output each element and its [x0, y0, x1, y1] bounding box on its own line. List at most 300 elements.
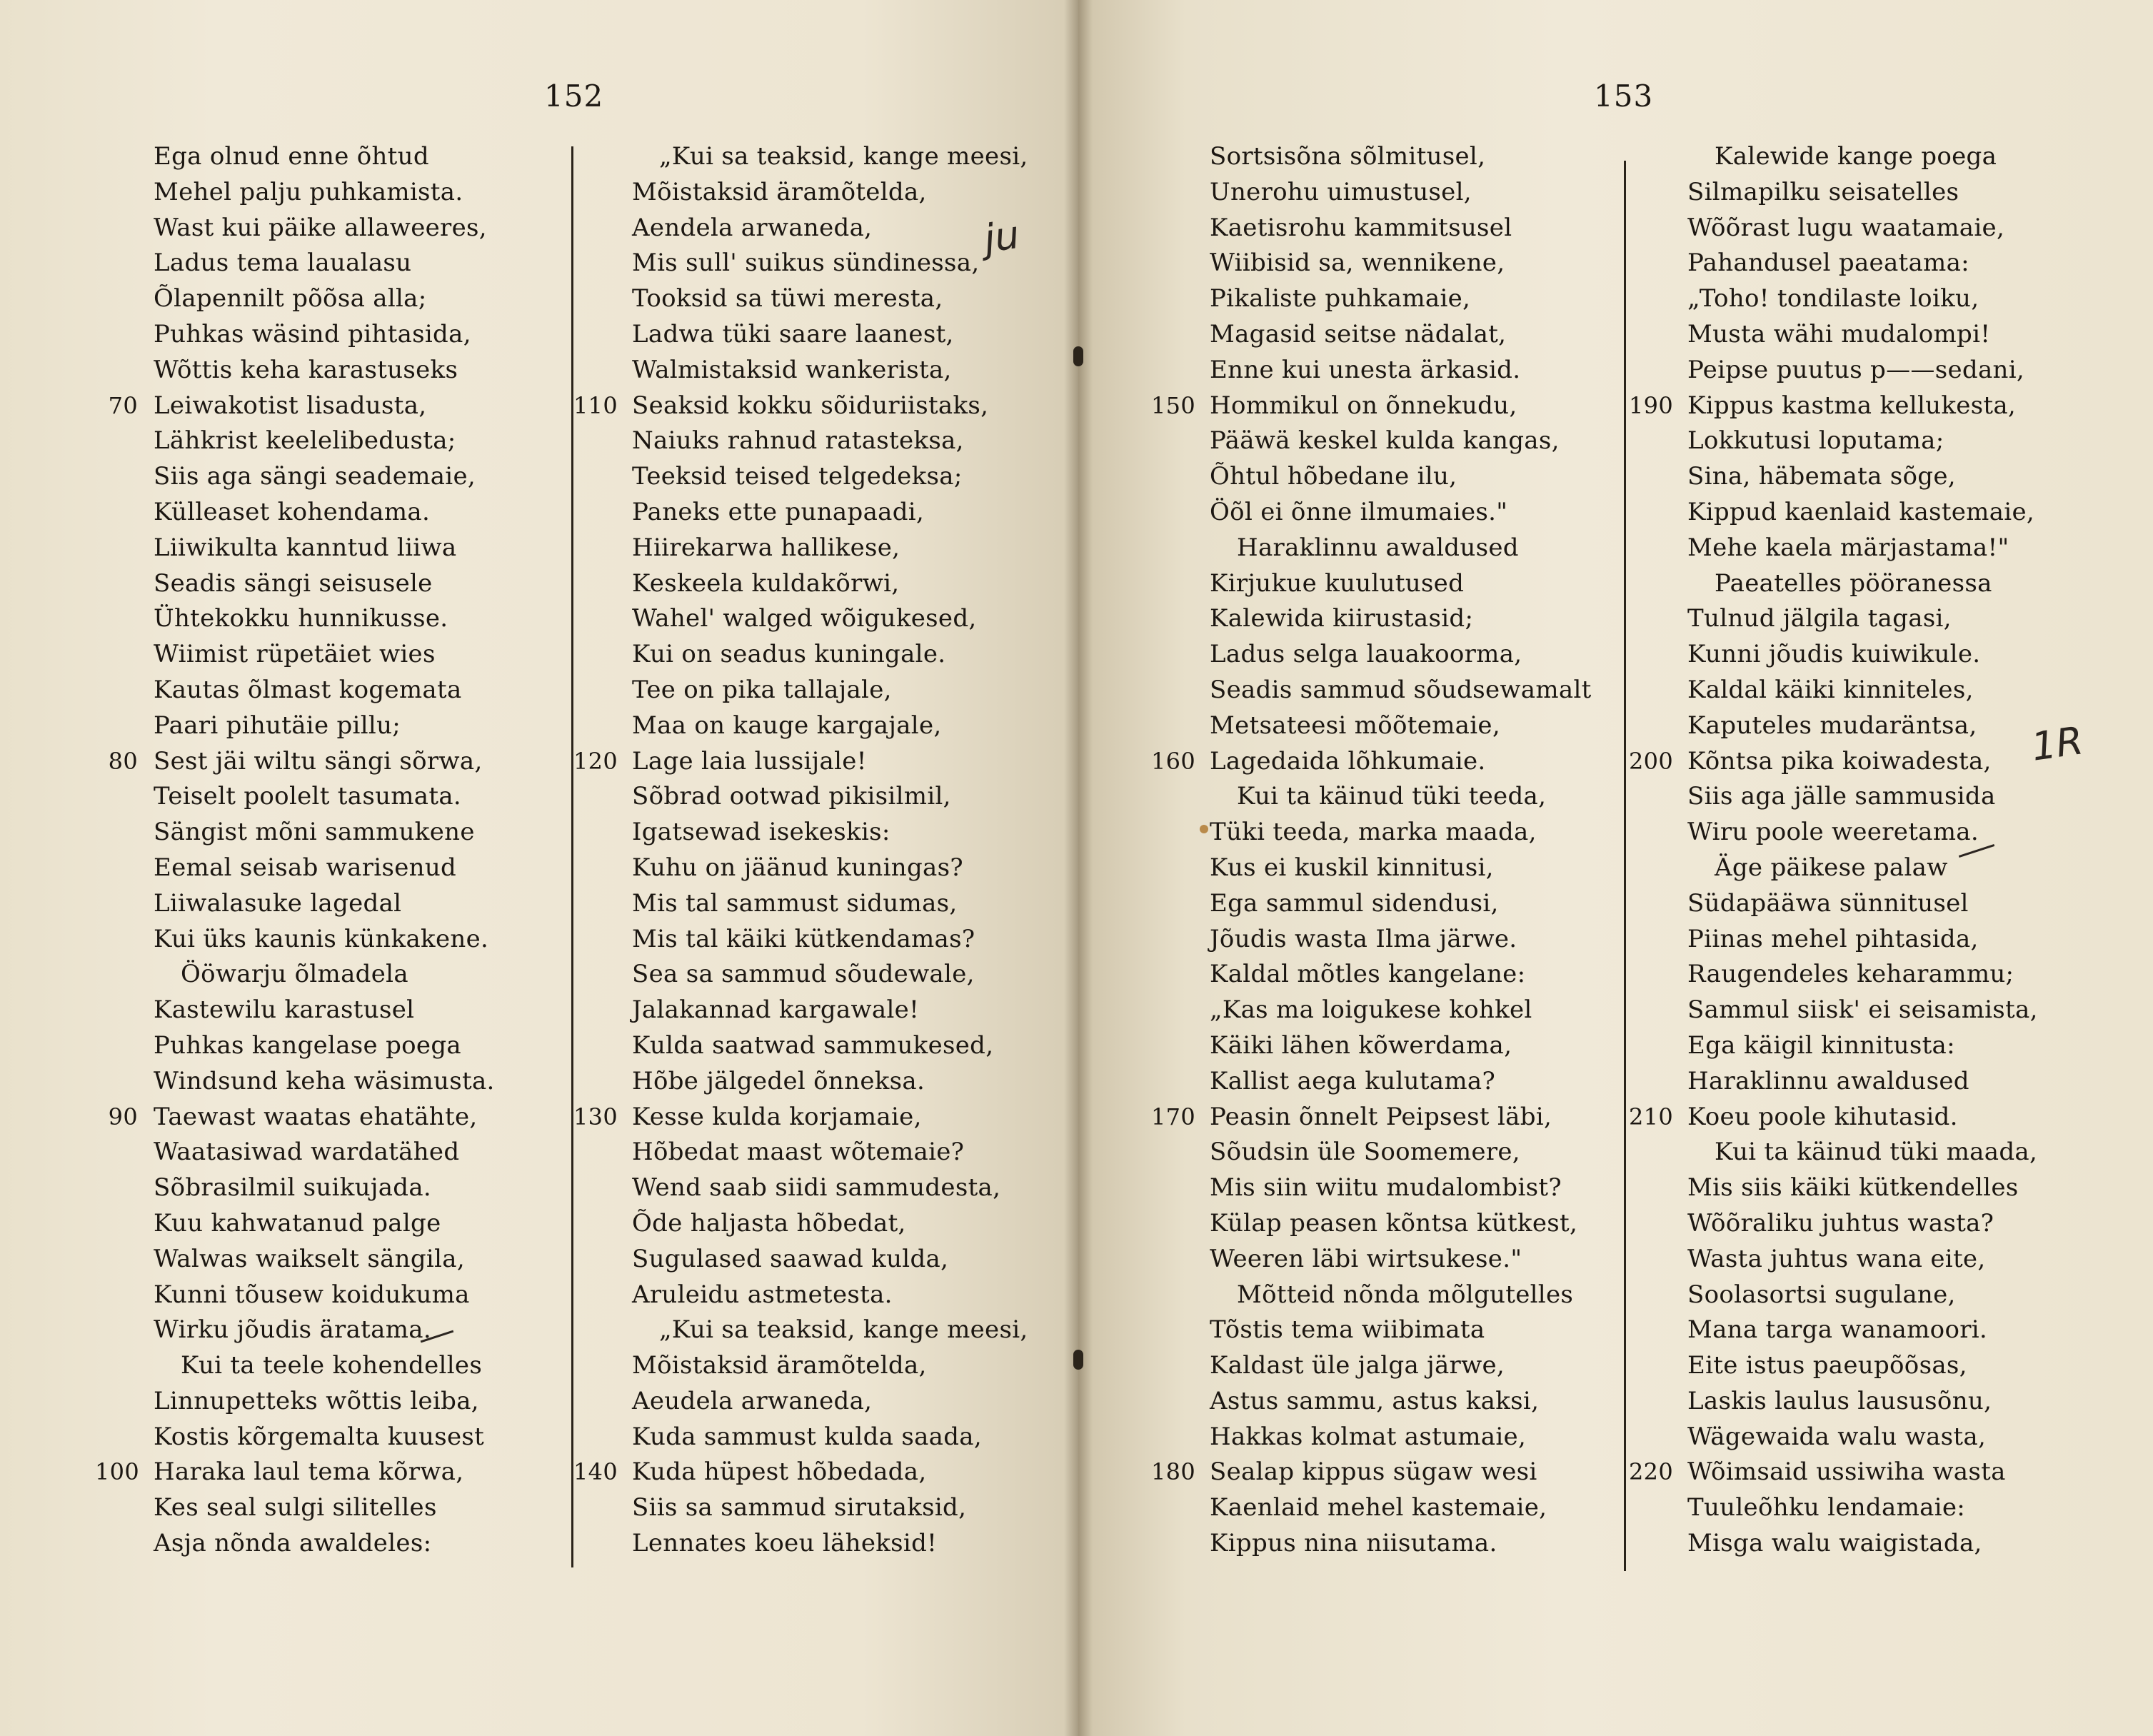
verse-line [1210, 993, 1592, 1028]
verse-text: Mis tal sammust sidumas, [632, 888, 958, 918]
verse-text: Ladus tema laualasu [154, 249, 412, 278]
verse-text: Külap peasen kõntsa kütkest, [1210, 1208, 1578, 1238]
verse-text: Piinas mehel pihtasida, [1687, 924, 1979, 953]
line-number: 80 [108, 747, 138, 775]
verse-line [154, 886, 495, 922]
verse-text: Pahandusel paeatama: [1687, 249, 1969, 278]
verse-text: Külleaset kohendama. [154, 497, 431, 526]
verse-text: Pääwä keskel kulda kangas, [1210, 426, 1560, 456]
verse-text: Wõimsaid ussiwiha wasta [1687, 1457, 2006, 1487]
verse-line [154, 1206, 495, 1242]
verse-line [573, 1100, 1028, 1135]
verse-line [632, 993, 1028, 1028]
verse-line [1210, 459, 1592, 495]
line-number: 100 [95, 1458, 139, 1486]
verse-text: Keskeela kuldakõrwi, [632, 568, 900, 598]
book-gutter [1064, 0, 1093, 1736]
verse-text: Kaputeles mudaräntsa, [1687, 711, 1977, 740]
verse-text: Hiirekarwa hallikese, [632, 533, 900, 562]
verse-line [1210, 246, 1592, 281]
verse-line [154, 1490, 495, 1526]
verse-line [1210, 139, 1592, 175]
verse-line [632, 957, 1028, 993]
line-number: 200 [1629, 747, 1673, 775]
verse-text: Sõudsin üle Soomemere, [1210, 1138, 1520, 1167]
verse-text: Eite istus paeupõõsas, [1687, 1351, 1967, 1380]
verse-line [1210, 886, 1592, 922]
column-rule [1624, 161, 1626, 1571]
verse-text: Puhkas kangelase poega [154, 1030, 461, 1060]
verse-text: Aruleidu astmetesta. [632, 1280, 893, 1309]
verse-text: Tee on pika tallajale, [632, 675, 892, 704]
verse-line [154, 993, 495, 1028]
verse-line [1210, 1206, 1592, 1242]
verse-line [632, 922, 1028, 958]
verse-line [632, 317, 1028, 353]
verse-text: Wõõrast lugu waatamaie, [1687, 213, 2005, 242]
verse-line [154, 495, 495, 531]
verse-line [632, 601, 1028, 637]
verse-line [1687, 1526, 2038, 1562]
verse-line [1210, 423, 1592, 459]
verse-text: Wõttis keha karastuseks [154, 355, 458, 384]
verse-line [1210, 1526, 1592, 1562]
verse-text: Öõl ei õnne ilmumaies." [1210, 497, 1508, 526]
verse-text: Paeatelles pööranessa [1715, 568, 1992, 598]
verse-line [632, 495, 1028, 531]
verse-text: Mis siis käiki kütkendelles [1687, 1173, 2019, 1203]
verse-text: Kes seal sulgi silitelles [154, 1493, 437, 1522]
verse-line [1687, 459, 2038, 495]
verse-line [1687, 211, 2038, 246]
verse-text: Kaldal käiki kinniteles, [1687, 675, 1974, 704]
verse-text: Wiibisid sa, wennikene, [1210, 249, 1505, 278]
verse-line [1210, 1170, 1592, 1206]
verse-line [1210, 353, 1592, 388]
verse-line [154, 1028, 495, 1064]
verse-line [154, 779, 495, 815]
verse-line [1687, 815, 2038, 851]
verse-text: Kippus kastma kellukesta, [1687, 391, 2017, 420]
verse-line [1210, 1313, 1592, 1348]
verse-text: Ladus selga lauakoorma, [1210, 640, 1522, 669]
verse-text: Käiki lähen kõwerdama, [1210, 1030, 1512, 1060]
line-number: 190 [1629, 391, 1673, 419]
verse-line [632, 673, 1028, 708]
verse-text: Sammul siisk' ei seisamista, [1687, 995, 2038, 1025]
verse-text: Teeksid teised telgedeksa; [632, 462, 963, 491]
verse-line [632, 175, 1028, 211]
verse-line [154, 175, 495, 211]
verse-line [632, 353, 1028, 388]
verse-line [1629, 388, 2038, 424]
verse-line [154, 139, 495, 175]
verse-line [632, 851, 1028, 886]
verse-text: Wägewaida walu wasta, [1687, 1422, 1987, 1451]
verse-line [1687, 1278, 2038, 1313]
verse-line [632, 246, 1028, 281]
verse-text: Kunni jõudis kuiwikule. [1687, 640, 1981, 669]
verse-text: Sea sa sammud sõudewale, [632, 960, 975, 989]
verse-line [154, 1526, 495, 1562]
verse-text: Eemal seisab warisenud [154, 853, 457, 882]
verse-text: Kaenlaid mehel kastemaie, [1210, 1493, 1547, 1522]
verse-text: Kus ei kuskil kinnitusi, [1210, 853, 1494, 882]
verse-text: Linnupetteks wõttis leiba, [154, 1386, 479, 1415]
verse-text: Wast kui päike allaweeres, [154, 213, 487, 242]
verse-line [95, 1455, 495, 1490]
verse-text: Seadis sammud sõudsewamalt [1210, 675, 1592, 704]
verse-line [154, 922, 495, 958]
verse-line [154, 673, 495, 708]
verse-text: Õlapennilt põõsa alla; [154, 284, 427, 313]
verse-line [1687, 1170, 2038, 1206]
verse-line [1687, 531, 2038, 566]
verse-text: Mis tal käiki kütkendamas? [632, 924, 975, 953]
verse-line [1687, 317, 2038, 353]
verse-text: Paneks ette punapaadi, [632, 497, 925, 526]
line-number: 130 [573, 1103, 618, 1130]
verse-line [154, 317, 495, 353]
verse-line [1210, 317, 1592, 353]
verse-line [154, 353, 495, 388]
verse-line [1210, 1028, 1592, 1064]
verse-text: Seadis sängi seisusele [154, 568, 433, 598]
verse-line [1687, 637, 2038, 673]
verse-line [632, 1242, 1028, 1278]
verse-line [1210, 957, 1592, 993]
verse-text: Lagedaida lõhkumaie. [1210, 746, 1486, 776]
verse-line [1151, 1455, 1592, 1490]
verse-line [1687, 1206, 2038, 1242]
verse-line [1210, 531, 1592, 566]
verse-text: Hakkas kolmat astumaie, [1210, 1422, 1527, 1451]
verse-text: Sina, häbemata sõge, [1687, 462, 1956, 491]
verse-text: Siis aga jälle sammusida [1687, 782, 1996, 811]
verse-text: Wend saab siidi sammudesta, [632, 1173, 1001, 1203]
verse-text: Kastewilu karastusel [154, 995, 415, 1025]
line-number: 220 [1629, 1458, 1673, 1486]
verse-text: Hommikul on õnnekudu, [1210, 391, 1517, 420]
verse-line [632, 708, 1028, 744]
verse-line [1687, 993, 2038, 1028]
verse-line [154, 815, 495, 851]
verse-line [154, 1242, 495, 1278]
verse-text: „Toho! tondilaste loiku, [1687, 284, 1979, 313]
verse-text: Misga walu waigistada, [1687, 1529, 1982, 1558]
verse-line [632, 1170, 1028, 1206]
verse-text: Wirku jõudis äratama. [154, 1315, 431, 1345]
line-number: 90 [108, 1103, 138, 1130]
verse-line [632, 886, 1028, 922]
verse-text: Lähkrist keelelibedusta; [154, 426, 456, 456]
verse-text: Mehe kaela märjastama!" [1687, 533, 2009, 562]
verse-text: Jalakannad kargawale! [632, 995, 920, 1025]
verse-line [1687, 779, 2038, 815]
verse-line [1687, 922, 2038, 958]
verse-text: Äge päikese palaw [1715, 853, 1948, 882]
verse-text: Kuhu on jäänud kuningas? [632, 853, 963, 882]
verse-text: Wasta juhtus wana eite, [1687, 1244, 1986, 1273]
verse-text: Kippus nina niisutama. [1210, 1529, 1497, 1558]
verse-line [1687, 1490, 2038, 1526]
verse-line [1687, 957, 2038, 993]
verse-text: „Kas ma loigukese kohkel [1210, 995, 1532, 1025]
verse-line [1687, 851, 2038, 886]
verse-line [1210, 851, 1592, 886]
verse-line [1210, 922, 1592, 958]
verse-text: Jõudis wasta Ilma järwe. [1210, 924, 1517, 953]
verse-text: Paari pihutäie pillu; [154, 711, 401, 740]
verse-line [1151, 1100, 1592, 1135]
verse-line [1687, 353, 2038, 388]
verse-line [1210, 708, 1592, 744]
verse-text: Wahel' walged wõigukesed, [632, 604, 977, 633]
verse-line [154, 601, 495, 637]
verse-text: Maa on kauge kargajale, [632, 711, 942, 740]
verse-line [632, 566, 1028, 602]
verse-line [154, 1135, 495, 1170]
verse-text: Kulda saatwad sammukesed, [632, 1030, 994, 1060]
verse-text: Õde haljasta hõbedat, [632, 1208, 906, 1238]
verse-text: Soolasortsi sugulane, [1687, 1280, 1956, 1309]
verse-line [108, 388, 495, 424]
verse-line [1210, 815, 1592, 851]
verse-text: Koeu poole kihutasid. [1687, 1102, 1958, 1131]
verse-line [154, 531, 495, 566]
verse-text: Unerohu uimustusel, [1210, 177, 1472, 206]
verse-line [154, 1064, 495, 1100]
verse-line [632, 1490, 1028, 1526]
verse-text: Hõbedat maast wõtemaie? [632, 1138, 965, 1167]
line-number: 210 [1629, 1103, 1673, 1130]
verse-text: Kui ta käinud tüki maada, [1715, 1138, 2038, 1167]
verse-line [632, 1064, 1028, 1100]
verse-line [1687, 1348, 2038, 1384]
verse-text: Mana targa wanamoori. [1687, 1315, 1988, 1345]
verse-text: Mehel palju puhkamista. [154, 177, 463, 206]
verse-text: Kesse kulda korjamaie, [632, 1102, 922, 1131]
verse-line [632, 531, 1028, 566]
verse-line [1687, 673, 2038, 708]
verse-line [632, 281, 1028, 317]
verse-text: Sealap kippus sügaw wesi [1210, 1457, 1537, 1487]
verse-text: Mõistaksid äramõtelda, [632, 177, 927, 206]
verse-line [1210, 1420, 1592, 1455]
line-number: 110 [573, 391, 618, 419]
verse-text: Kaldal mõtles kangelane: [1210, 960, 1526, 989]
verse-line [1687, 708, 2038, 744]
verse-text: Astus sammu, astus kaksi, [1210, 1386, 1540, 1415]
verse-text: Mis siin wiitu mudalombist? [1210, 1173, 1562, 1203]
binding-stitch [1073, 1350, 1083, 1370]
verse-text: Siis aga sängi seademaie, [154, 462, 476, 491]
verse-line [1210, 566, 1592, 602]
verse-line [632, 1135, 1028, 1170]
verse-line [154, 957, 495, 993]
verse-line [1687, 601, 2038, 637]
line-number: 140 [573, 1458, 618, 1486]
verse-line [1687, 495, 2038, 531]
margin-note: 1R [2028, 718, 2086, 770]
verse-text: Magasid seitse nädalat, [1210, 319, 1507, 348]
verse-line [1210, 673, 1592, 708]
poem-column-right-2 [1629, 139, 2038, 1562]
verse-text: Ladwa tüki saare laanest, [632, 319, 954, 348]
verse-line [632, 637, 1028, 673]
verse-text: Sest jäi wiltu sängi sõrwa, [154, 746, 483, 776]
verse-line [1210, 601, 1592, 637]
column-rule [571, 146, 573, 1567]
verse-text: Kui ta käinud tüki teeda, [1237, 782, 1547, 811]
verse-text: Pikaliste puhkamaie, [1210, 284, 1471, 313]
line-number: 70 [108, 391, 138, 419]
verse-line [632, 1313, 1028, 1348]
verse-line [154, 246, 495, 281]
verse-text: Kunni tõusew koidukuma [154, 1280, 470, 1309]
verse-text: Südapääwa sünnitusel [1687, 888, 1969, 918]
verse-line [1151, 388, 1592, 424]
verse-text: Siis sa sammud sirutaksid, [632, 1493, 967, 1522]
verse-text: Kui ta teele kohendelles [181, 1351, 483, 1380]
verse-text: Enne kui unesta ärkasid. [1210, 355, 1521, 384]
verse-line [632, 1384, 1028, 1420]
verse-text: Kallist aega kulutama? [1210, 1066, 1495, 1095]
verse-text: Mõtteid nõnda mõlgutelles [1237, 1280, 1574, 1309]
verse-text: Taewast waatas ehatähte, [154, 1102, 478, 1131]
verse-line [1687, 1064, 2038, 1100]
verse-line [1687, 175, 2038, 211]
verse-line [1629, 1455, 2038, 1490]
verse-text: Kaldast üle jalga järwe, [1210, 1351, 1505, 1380]
verse-text: Kuu kahwatanud palge [154, 1208, 441, 1238]
verse-text: Ööwarju õlmadela [181, 960, 408, 989]
verse-text: Liiwikulta kanntud liiwa [154, 533, 457, 562]
verse-line [1687, 1420, 2038, 1455]
verse-line [1210, 1135, 1592, 1170]
verse-text: Sõbrad ootwad pikisilmil, [632, 782, 951, 811]
verse-line [108, 744, 495, 780]
verse-line [632, 139, 1028, 175]
verse-line [632, 1526, 1028, 1562]
verse-text: Sängist mõni sammukene [154, 818, 475, 847]
verse-text: Silmapilku seisatelles [1687, 177, 1959, 206]
verse-text: Wiimist rüpetäiet wies [154, 640, 436, 669]
poem-column-left-2 [573, 139, 1028, 1562]
verse-line [154, 851, 495, 886]
verse-text: Haraklinnu awaldused [1237, 533, 1519, 562]
verse-text: Lokkutusi loputama; [1687, 426, 1944, 456]
verse-line [1210, 175, 1592, 211]
verse-line [1687, 886, 2038, 922]
verse-text: Kalewida kiirustasid; [1210, 604, 1474, 633]
verse-line [573, 388, 1028, 424]
verse-line [1687, 1242, 2038, 1278]
verse-text: Mõistaksid äramõtelda, [632, 1351, 927, 1380]
verse-line [632, 1420, 1028, 1455]
verse-text: Kautas õlmast kogemata [154, 675, 462, 704]
verse-line [1629, 1100, 2038, 1135]
verse-line [1629, 744, 2038, 780]
verse-text: Naiuks rahnud ratasteksa, [632, 426, 964, 456]
verse-line [108, 1100, 495, 1135]
verse-text: Teiselt poolelt tasumata. [154, 782, 462, 811]
verse-text: Kui üks kaunis künkakene. [154, 924, 489, 953]
verse-text: Hõbe jälgedel õnneksa. [632, 1066, 925, 1095]
verse-line [1687, 1135, 2038, 1170]
verse-line [154, 211, 495, 246]
verse-line [632, 459, 1028, 495]
verse-line [1687, 246, 2038, 281]
verse-text: „Kui sa teaksid, kange meesi, [659, 1315, 1028, 1345]
verse-text: Kuda sammust kulda saada, [632, 1422, 982, 1451]
line-number: 120 [573, 747, 618, 775]
verse-text: Peasin õnnelt Peipsest läbi, [1210, 1102, 1552, 1131]
verse-line [1687, 281, 2038, 317]
verse-text: Metsateesi mõõtemaie, [1210, 711, 1500, 740]
verse-line [1151, 744, 1592, 780]
verse-line [1210, 637, 1592, 673]
verse-line [1687, 1384, 2038, 1420]
verse-text: Tulnud jälgila tagasi, [1687, 604, 1952, 633]
verse-line [154, 1313, 495, 1348]
margin-note: ju [980, 211, 1023, 262]
page-number: 153 [1594, 79, 1654, 114]
verse-line [632, 779, 1028, 815]
verse-text: Haraka laul tema kõrwa, [154, 1457, 464, 1487]
verse-line [632, 1206, 1028, 1242]
verse-text: Wiru poole weeretama. [1687, 818, 1979, 847]
binding-stitch [1073, 346, 1083, 366]
verse-text: Kirjukue kuulutused [1210, 568, 1465, 598]
verse-text: Kaetisrohu kammitsusel [1210, 213, 1512, 242]
verse-text: Peipse puutus p——sedani, [1687, 355, 2025, 384]
verse-text: Aendela arwaneda, [632, 213, 873, 242]
verse-text: Ega olnud enne õhtud [154, 142, 429, 171]
verse-line [632, 211, 1028, 246]
verse-line [154, 637, 495, 673]
verse-line [573, 744, 1028, 780]
verse-line [1210, 281, 1592, 317]
verse-text: Sugulased saawad kulda, [632, 1244, 949, 1273]
verse-text: Õhtul hõbedane ilu, [1210, 462, 1457, 491]
verse-text: Tooksid sa tüwi meresta, [632, 284, 943, 313]
verse-line [1687, 1313, 2038, 1348]
line-number: 160 [1151, 747, 1195, 775]
verse-line [154, 1384, 495, 1420]
verse-text: Tuuleõhku lendamaie: [1687, 1493, 1966, 1522]
verse-text: Wõõraliku juhtus wasta? [1687, 1208, 1994, 1238]
line-number: 180 [1151, 1458, 1195, 1486]
verse-text: Kui on seadus kuningale. [632, 640, 946, 669]
verse-text: Kõntsa pika koiwadesta, [1687, 746, 1992, 776]
verse-line [154, 281, 495, 317]
verse-text: Tõstis tema wiibimata [1210, 1315, 1485, 1345]
verse-line [154, 1170, 495, 1206]
verse-text: Puhkas wäsind pihtasida, [154, 319, 471, 348]
verse-text: Liiwalasuke lagedal [154, 888, 402, 918]
verse-text: Lennates koeu läheksid! [632, 1529, 938, 1558]
verse-text: Walmistaksid wankerista, [632, 355, 952, 384]
verse-text: Kalewide kange poega [1715, 142, 1997, 171]
verse-text: Musta wähi mudalompi! [1687, 319, 1991, 348]
verse-line [1687, 423, 2038, 459]
verse-line [154, 1420, 495, 1455]
verse-line [1210, 1278, 1592, 1313]
poem-column-right-1 [1151, 139, 1592, 1562]
line-number: 170 [1151, 1103, 1195, 1130]
verse-line [632, 815, 1028, 851]
